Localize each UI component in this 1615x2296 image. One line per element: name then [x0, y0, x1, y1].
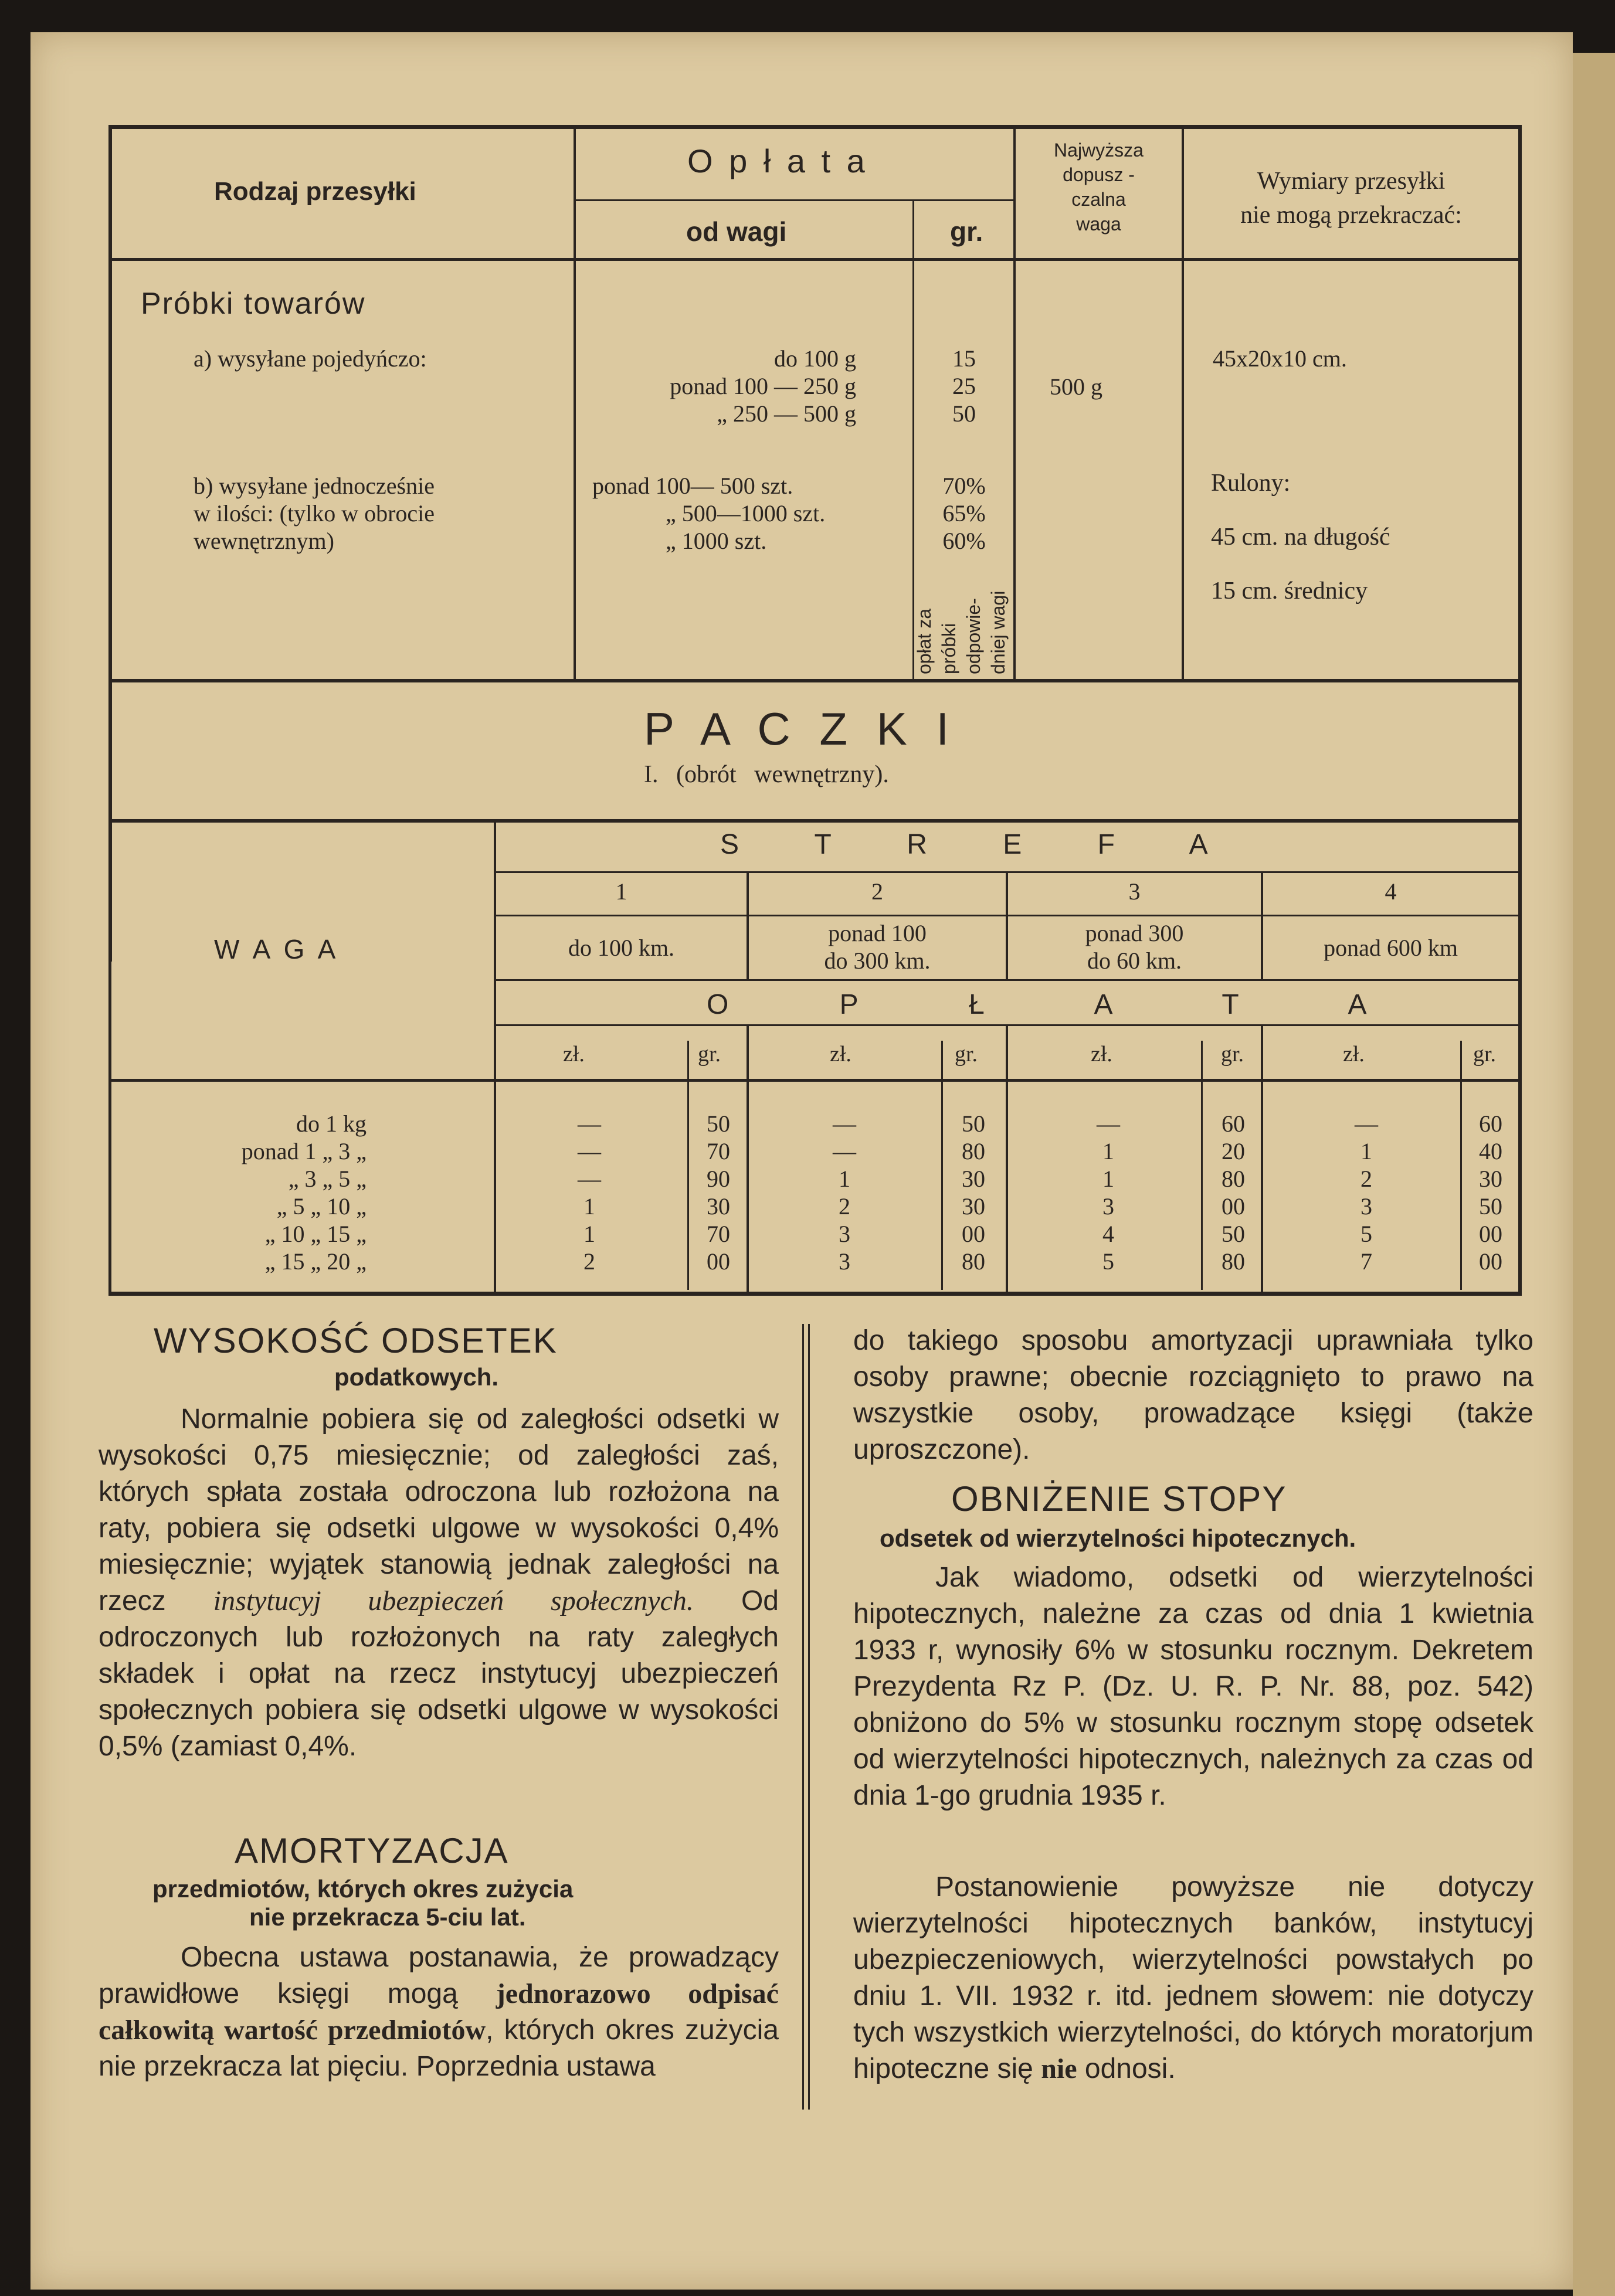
weight-cell: „ 250 — 500 g [717, 400, 856, 427]
text-run: , których okres zużycia nie przekracza lat pięciu. Poprzednia ustawa [99, 2015, 779, 2082]
weight-cell: ponad 1 „ 3 „ [241, 1138, 367, 1164]
zl-cell: 4 [1102, 1221, 1114, 1247]
zone-4-gr [1464, 1110, 1517, 1275]
gr-cell: 60 [1222, 1110, 1245, 1137]
gr-cell: 80 [1222, 1248, 1245, 1275]
gr-header-4: gr. [1473, 1042, 1497, 1067]
gr-header-2: gr. [955, 1042, 978, 1067]
table-top-border [108, 125, 1522, 129]
rotated-line: odpowie- [963, 598, 984, 674]
weight-cell: „ 10 „ 15 „ [264, 1221, 367, 1247]
zlgr-divider-2 [941, 1041, 943, 1290]
section-bottom-rule [108, 679, 1522, 682]
row-b-weights [592, 472, 909, 555]
zl-cell: 2 [583, 1248, 595, 1275]
title-obnizenie: OBNIŻENIE STOPY [951, 1479, 1287, 1519]
dims-line: Rulony: [1211, 470, 1291, 497]
text-run: miesięcznie; wyjątek stanowią jednak zaległości na rzecz [99, 1549, 779, 1616]
section-probki: Próbki towarów [141, 287, 366, 321]
zl-cell: 5 [1102, 1248, 1114, 1275]
zone-4-zl [1334, 1110, 1399, 1275]
row-a-label: a) wysyłane pojedyńczo: [194, 345, 427, 372]
subtitle-podatkowych: podatkowych. [334, 1363, 499, 1391]
table-right-border [1518, 125, 1522, 1292]
zl-cell: 1 [1102, 1166, 1114, 1192]
weight-cell: „ 1000 szt. [666, 528, 767, 554]
zone-1-gr [692, 1110, 745, 1275]
gr-cell: 50 [1222, 1221, 1245, 1247]
gr-cell: 30 [962, 1166, 985, 1192]
zone-3-zl [1076, 1110, 1141, 1275]
zone-range-line: ponad 600 km [1324, 935, 1458, 961]
paragraph-continuation [853, 1323, 1533, 1468]
price-cell: 70% [942, 473, 986, 499]
najwyzsza-line-1: Najwyższa [1054, 140, 1144, 161]
najwyzsza-line-2: dopusz - [1063, 164, 1135, 185]
next-page-edge [1573, 53, 1615, 2296]
gr-cell: 30 [1479, 1166, 1502, 1192]
gr-cell: 60 [1479, 1110, 1502, 1137]
row-b-prices [915, 472, 1013, 555]
zl-cell: 3 [1102, 1193, 1114, 1220]
paczki-left-border [108, 821, 111, 1296]
header-oplata: O p ł a t a [687, 142, 868, 179]
zl-cell: 1 [1360, 1138, 1372, 1164]
zone-number: 3 [1128, 878, 1141, 905]
zone-divider-1-low [747, 1026, 749, 1296]
zone-1-zl [557, 1110, 622, 1275]
zl-cell: 5 [1360, 1221, 1372, 1247]
oplata-underline [574, 199, 1015, 201]
paczki-waga: W A G A [214, 934, 340, 964]
header-gr: gr. [950, 216, 983, 247]
gr-cell: 20 [1222, 1138, 1245, 1164]
weight-cell: ponad 100— 500 szt. [592, 473, 793, 499]
gr-cell: 30 [707, 1193, 730, 1220]
zone-range-line: ponad 300 [1085, 920, 1184, 946]
paczki-oplata: O P Ł A T A [707, 989, 1419, 1020]
text-run: jednorazowo odpisać całkowitą wartość przedmiotów [99, 1978, 779, 2046]
paragraph-amortyzacja [99, 1940, 779, 2085]
zl-cell: 1 [839, 1166, 850, 1192]
zone-3-range [1008, 919, 1261, 974]
weight-cell: „ 15 „ 20 „ [264, 1248, 367, 1275]
divider-oplata [574, 125, 576, 679]
header-wymiary [1184, 164, 1518, 232]
paczki-weights [114, 1110, 367, 1275]
zone-range-line: do 100 km. [568, 935, 675, 961]
row-a-dims: 45x20x10 cm. [1213, 345, 1347, 372]
dims-line: 45 cm. na długość [1211, 524, 1390, 551]
zl-cell: 1 [1102, 1138, 1114, 1164]
text-run: instytucyj ubezpieczeń społecznych. [213, 1585, 694, 1616]
title-amortyzacja: AMORTYZACJA [235, 1831, 509, 1870]
gr-header-3: gr. [1221, 1042, 1244, 1067]
wymiary-line-1: Wymiary przesyłki [1257, 168, 1446, 195]
zl-cell: — [833, 1138, 856, 1164]
zl-cell: 3 [839, 1221, 850, 1247]
gr-cell: 50 [962, 1110, 985, 1137]
paczki-header-bottom [108, 1079, 1522, 1082]
rotated-line: dniej wagi [988, 590, 1009, 674]
zl-cell: 7 [1360, 1248, 1372, 1275]
zone-1-range [496, 934, 747, 962]
price-cell: 25 [952, 373, 976, 399]
gr-cell: 00 [707, 1248, 730, 1275]
zl-header-3: zł. [1091, 1042, 1112, 1067]
zone-4 [1263, 878, 1518, 905]
paczki-top-rule [108, 819, 1522, 823]
zone-2-zl [812, 1110, 877, 1275]
label-line: w ilości: (tylko w obrocie [194, 500, 435, 527]
header-rodzaj: Rodzaj przesyłki [214, 177, 416, 206]
paragraph-obnizenie [853, 1560, 1533, 1814]
zone-1 [496, 878, 747, 905]
zl-cell: 3 [1360, 1193, 1372, 1220]
zlgr-divider-1 [687, 1041, 689, 1290]
weight-cell: ponad 100 — 250 g [670, 373, 856, 399]
gr-cell: 70 [707, 1138, 730, 1164]
zl-cell: — [578, 1138, 601, 1164]
zone-divider-2-low [1006, 1026, 1008, 1296]
zone-number: 1 [615, 878, 627, 905]
gr-header-1: gr. [698, 1042, 721, 1067]
text-run: Jak wiadomo, odsetki od wierzytelności hipotecznych, należne za czas od dnia 1 kwietnia 1933 r, wynosiły 6% w stosunku rocznym. Dekretem Prezydenta Rz P. (Dz. U. R. P. Nr. 88, poz. 542) obniżono do 5% w stosunku rocznym stopę odsetek od wierzytelności hipotecznych, należnych za czas od dnia 1-go grudnia 1935 r. [853, 1562, 1533, 1811]
zone-range-underline [494, 979, 1522, 981]
row-a-weights [581, 345, 856, 427]
column-divider [802, 1324, 804, 2110]
zl-header-1: zł. [563, 1042, 585, 1067]
zl-cell: — [1097, 1110, 1120, 1137]
paczki-bottom-rule [108, 1292, 1522, 1296]
paczki-strefa: S T R E F A [720, 829, 1242, 860]
wymiary-line-2: nie mogą przekraczać: [1240, 202, 1462, 229]
weight-cell: „ 5 „ 10 „ [276, 1193, 367, 1220]
row-b-label [194, 472, 569, 555]
zl-cell: — [1355, 1110, 1378, 1137]
label-line: wewnętrznym) [194, 528, 334, 554]
column-divider-inner [808, 1324, 810, 2110]
zlgr-divider-3 [1201, 1041, 1203, 1290]
zl-cell: 1 [583, 1193, 595, 1220]
dims-line: 15 cm. średnicy [1211, 578, 1368, 604]
rotated-line: opłat za [914, 608, 935, 674]
zl-cell: — [833, 1110, 856, 1137]
price-cell: 50 [952, 400, 976, 427]
gr-cell: 00 [1222, 1193, 1245, 1220]
zone-number: 2 [871, 878, 883, 905]
zone-number: 4 [1385, 878, 1397, 905]
paczki-title: P A C Z K I [644, 703, 958, 755]
weight-cell: do 100 g [774, 345, 856, 372]
gr-cell: 80 [1222, 1166, 1245, 1192]
gr-cell: 50 [707, 1110, 730, 1137]
weight-cell: „ 3 „ 5 „ [288, 1166, 367, 1192]
zl-cell: 1 [583, 1221, 595, 1247]
zl-cell: 3 [839, 1248, 850, 1275]
zl-cell: — [578, 1166, 601, 1192]
gr-cell: 90 [707, 1166, 730, 1192]
header-od-wagi: od wagi [686, 216, 787, 247]
subtitle-odsetek: odsetek od wierzytelności hipotecznych. [880, 1524, 1356, 1552]
zl-cell: 2 [839, 1193, 850, 1220]
zl-header-2: zł. [830, 1042, 851, 1067]
zone-range-line: ponad 100 [828, 920, 927, 946]
price-cell: 60% [942, 528, 986, 554]
zone-range-line: do 300 km. [824, 947, 931, 974]
zl-header-4: zł. [1343, 1042, 1365, 1067]
text-run: odnosi. [1077, 2053, 1176, 2084]
text-run: Od odroczonych lub rozłożonych na raty zaległych składek i opłat na rzecz instytucyj ubezpieczeń społecznych pobiera się odsetki ulgowe w wysokości 0,5% (zamiast 0,4%. [99, 1585, 779, 1762]
gr-cell: 80 [962, 1248, 985, 1275]
paragraph-postanowienie [853, 1869, 1533, 2087]
zl-cell: — [578, 1110, 601, 1137]
header-najwyzsza [1016, 138, 1182, 236]
row-b-dims [1211, 456, 1516, 618]
najwyzsza-line-3: czalna [1071, 189, 1126, 210]
subtitle-nie-przekracza: nie przekracza 5-ciu lat. [249, 1903, 526, 1931]
text-run: nie [1041, 2053, 1077, 2084]
text-run: do takiego sposobu amortyzacji uprawniała tylko osoby prawne; obecnie rozciągnięto to prawo na wszystkie osoby, prowadzące księgi (także uproszczone). [853, 1325, 1533, 1465]
najwyzsza-line-4: waga [1076, 213, 1121, 235]
text-run: Obecna ustawa postanawia, że prowadzący prawidłowe księgi mogą [99, 1942, 779, 2009]
text-run: Normalnie pobiera się od zaległości odsetki w wysokości 0,75 miesięcznie; od zaległości zaś, których spłata została odroczona lub rozłożona na raty, pobiera się odsetki ulgowe w wysokości [99, 1404, 779, 1544]
gr-cell: 30 [962, 1193, 985, 1220]
gr-cell: 70 [707, 1221, 730, 1247]
zone-4-range [1263, 934, 1518, 962]
row-a-prices [915, 345, 1013, 427]
price-cell: 15 [952, 345, 976, 372]
zlgr-divider-4 [1460, 1041, 1462, 1290]
row-a-max-weight: 500 g [1050, 373, 1102, 400]
weight-cell: „ 500—1000 szt. [666, 500, 826, 527]
zl-cell: 2 [1360, 1166, 1372, 1192]
zone-2 [749, 878, 1006, 905]
gr-cell: 00 [1479, 1248, 1502, 1275]
zone-range-line: do 60 km. [1087, 947, 1182, 974]
gr-cell: 80 [962, 1138, 985, 1164]
zone-divider-3-low [1261, 1026, 1263, 1296]
paragraph-odsetki [99, 1401, 779, 1765]
gr-cell: 40 [1479, 1138, 1502, 1164]
rotated-line: próbki [938, 623, 959, 674]
label-line: b) wysyłane jednocześnie [194, 473, 435, 499]
text-run: 0,4% [714, 1513, 779, 1544]
price-cell: 65% [942, 500, 986, 527]
weight-cell: do 1 kg [296, 1110, 367, 1137]
zone-3 [1008, 878, 1261, 905]
text-run: Postanowienie powyższe nie dotyczy wierzytelności hipotecznych banków, instytucyj ubezpieczeniowych, wierzytelności powstałych po dniu 1. VII. 1932 r. itd. jednem słowem: nie dotyczy tych wszystkich wierzytelności, do których moratorjum hipoteczne się [853, 1872, 1533, 2084]
gr-cell: 00 [962, 1221, 985, 1247]
subtitle-przedmiotow: przedmiotów, których okres zużycia [152, 1875, 574, 1903]
gr-cell: 50 [1479, 1193, 1502, 1220]
zone-3-gr [1207, 1110, 1260, 1275]
gr-cell: 00 [1479, 1221, 1502, 1247]
zone-2-range [749, 919, 1006, 974]
paczki-subtitle: I. (obrót wewnętrzny). [644, 761, 889, 788]
header-bottom-rule [108, 258, 1522, 261]
row-b-rotated-note [912, 557, 1010, 674]
title-wysokosc: WYSOKOŚĆ ODSETEK [154, 1321, 558, 1360]
zone-2-gr [947, 1110, 1000, 1275]
